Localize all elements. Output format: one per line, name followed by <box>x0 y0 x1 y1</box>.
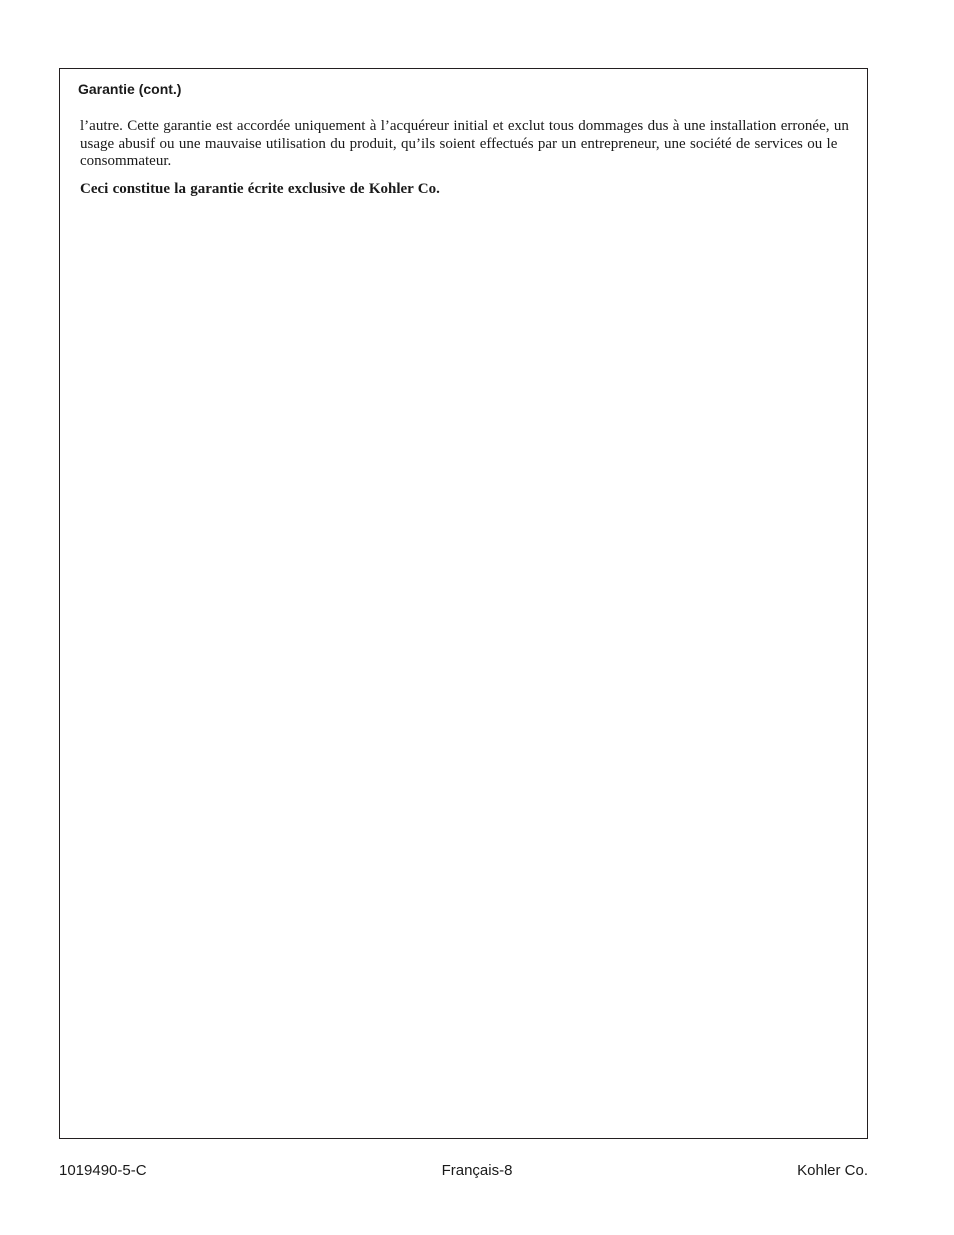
section-heading: Garantie (cont.) <box>78 81 182 97</box>
warranty-paragraph: l’autre. Cette garantie est accordée uniquement à l’acquéreur initial et exclut tous dommages dus à une installation erronée, un usage abusif ou une mauvaise utilisation du produit, qu’ils soient effectués par un entrepreneur, une société de services ou le consommateur. <box>80 118 849 169</box>
warranty-closing-statement: Ceci constitue la garantie écrite exclusive de Kohler Co. <box>80 181 440 197</box>
warranty-box <box>59 68 868 1139</box>
footer-company: Kohler Co. <box>797 1162 868 1179</box>
footer-doc-number: 1019490-5-C <box>59 1162 147 1179</box>
footer-page-label: Français-8 <box>441 1162 513 1179</box>
